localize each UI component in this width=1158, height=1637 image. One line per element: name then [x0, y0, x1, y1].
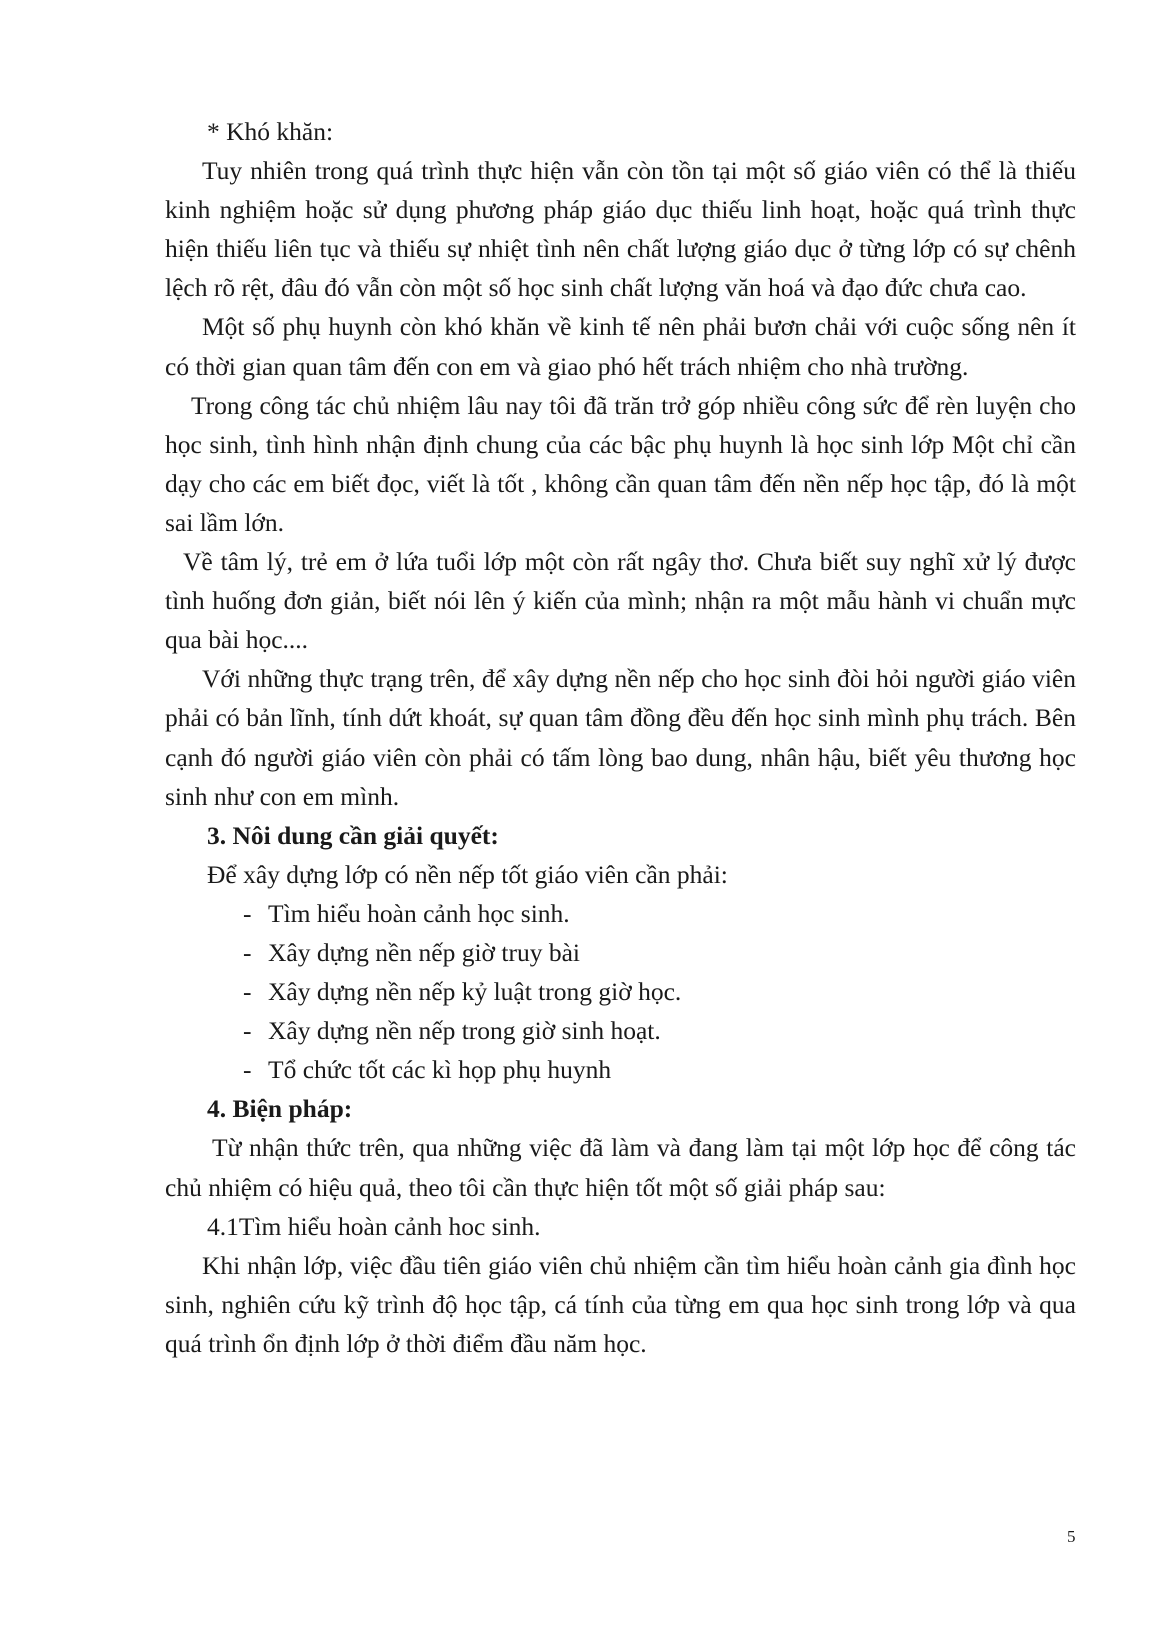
paragraph-parent-difficulties: Một số phụ huynh còn khó khăn về kinh tế nên phải bươn chải với cuộc sống nên ít có thời gian quan tâm đến con em và giao phó hết trách nhiệm cho nhà trường. — [165, 312, 1076, 381]
section-3-intro: Để xây dựng lớp có nền nếp tốt giáo viên cần phải: — [207, 859, 728, 889]
paragraph-homeroom-experience: Trong công tác chủ nhiệm lâu nay tôi đã trăn trở góp nhiều công sức để rèn luyện cho học sinh, tình hình nhận định chung của các bậc phụ huynh là học sinh lớp Một chỉ cần dạy cho các em biết đọc, viết là tốt , không cần quan tâm đến nền nếp học tập, đó là một sai lầm lớn. — [165, 390, 1076, 537]
document-page — [165, 112, 1076, 1363]
list-item — [165, 1011, 1076, 1050]
section-3-task-list — [165, 894, 1076, 1089]
bullet-dash: - — [243, 898, 252, 928]
list-item-text: Xây dựng nền nếp kỷ luật trong giờ học. — [268, 977, 682, 1007]
bullet-dash: - — [243, 1055, 252, 1085]
list-item — [165, 894, 1076, 933]
list-item — [165, 933, 1076, 972]
bullet-dash: - — [243, 1016, 252, 1046]
paragraph-teacher-qualities: Với những thực trạng trên, để xây dựng nền nếp cho học sinh đòi hỏi người giáo viên phải có bản lĩnh, tính dứt khoát, sự quan tâm đồng đều đến học sinh mình phụ trách. Bên cạnh đó người giáo viên còn phải có tấm lòng bao dung, nhân hậu, biết yêu thương học sinh như con em mình. — [165, 664, 1076, 811]
list-item-text: Xây dựng nền nếp giờ truy bài — [268, 937, 580, 967]
list-item-text: Xây dựng nền nếp trong giờ sinh hoạt. — [268, 1016, 661, 1046]
list-item-text: Tìm hiểu hoàn cảnh học sinh. — [268, 898, 570, 928]
section-4-1-subheading: 4.1Tìm hiểu hoàn cảnh hoc sinh. — [207, 1211, 541, 1241]
paragraph-teacher-difficulties: Tuy nhiên trong quá trình thực hiện vẫn còn tồn tại một số giáo viên có thể là thiếu kinh nghiệm hoặc sử dụng phương pháp giáo dục thiếu linh hoạt, hoặc quá trình thực hiện thiếu liên tục và thiếu sự nhiệt tình nên chất lượng giáo dục ở từng lớp có sự chênh lệch rõ rệt, đâu đó vẫn còn một số học sinh chất lượng văn hoá và đạo đức chưa cao. — [165, 156, 1076, 303]
section-4-intro: Từ nhận thức trên, qua những việc đã làm và đang làm tại một lớp học để công tác chủ nhiệm có hiệu quả, theo tôi cần thực hiện tốt một số giải pháp sau: — [165, 1133, 1076, 1202]
bullet-dash: - — [243, 937, 252, 967]
page-number: 5 — [1067, 1527, 1076, 1546]
list-item — [165, 972, 1076, 1011]
list-item — [165, 1050, 1076, 1089]
difficulty-label: * Khó khăn: — [207, 117, 334, 146]
paragraph-child-psychology: Về tâm lý, trẻ em ở lứa tuổi lớp một còn rất ngây thơ. Chưa biết suy nghĩ xử lý được tình huống đơn giản, biết nói lên ý kiến của mình; nhận ra một mẫu hành vi chuẩn mực qua bài học.... — [165, 547, 1076, 655]
section-4-heading: 4. Biện pháp: — [207, 1094, 353, 1124]
bullet-dash: - — [243, 977, 252, 1007]
section-4-1-body: Khi nhận lớp, việc đầu tiên giáo viên chủ nhiệm cần tìm hiểu hoàn cảnh gia đình học sinh, nghiên cứu kỹ trình độ học tập, cá tính của từng em qua học sinh trong lớp và qua quá trình ổn định lớp ở thời điểm đầu năm học. — [165, 1250, 1076, 1358]
list-item-text: Tổ chức tốt các kì họp phụ huynh — [268, 1055, 612, 1085]
section-3-heading: 3. Nôi dung cần giải quyết: — [207, 820, 499, 850]
